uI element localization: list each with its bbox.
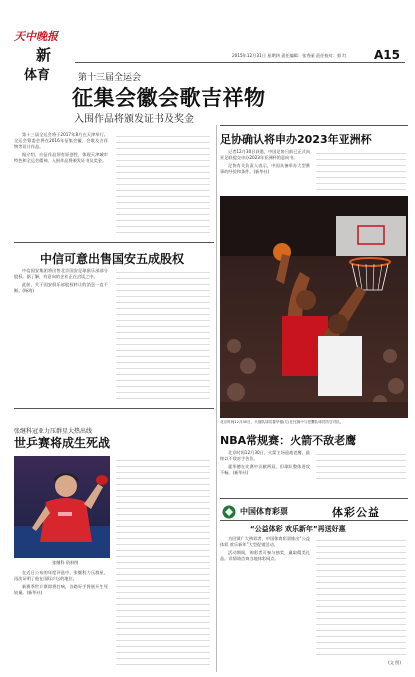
article-body	[14, 132, 108, 237]
article-paragraph: 在近日公布的年度评选中，张继科力压群星，再次证明了他在国际乒坛的地位。	[14, 570, 108, 581]
article-body	[220, 450, 310, 484]
article-body	[14, 570, 108, 666]
nba-photo	[220, 196, 408, 418]
article-body	[14, 268, 108, 403]
article-headline: 世乒赛将成生死战	[14, 436, 111, 450]
article-paragraph: 中信国安集团将出售北京国安足球俱乐部部分股权。据了解，有意向的企业正在洽谈之中。	[14, 268, 108, 279]
lottery-paragraph: 活动期间，购彩者可参与抽奖，赢取精美礼品。详情请咨询当地体彩网点。	[220, 550, 310, 561]
photo-caption: 张继科 资料图	[52, 560, 79, 565]
nba-article	[220, 196, 408, 486]
lottery-signoff: (文 图)	[388, 660, 401, 665]
article-body-col2	[316, 450, 406, 484]
date-line: 2015年12月31日 星期四 责任编辑：张秀丽 责任校对：郭 红	[232, 53, 347, 58]
lottery-headline: “公益体彩 欢乐新年”再送好惠	[250, 525, 346, 533]
player-photo	[14, 456, 110, 558]
lottery-section-title: 体彩公益	[332, 506, 380, 519]
photo-caption: 北京时间12月30日，火箭队球员霍华德(左)在比赛中与老鹰队球员防守对抗。	[220, 420, 344, 424]
column-divider	[216, 125, 217, 672]
article-paragraph: 霍华德在比赛中贡献两双，但球队整体进攻不畅。(新华社)	[220, 464, 310, 475]
article-body-col2	[116, 268, 210, 403]
article-body-col2	[116, 132, 210, 237]
article-headline: 足协确认将申办2023年亚洲杯	[220, 133, 372, 146]
article-body-col2	[316, 149, 406, 193]
section-rule	[14, 242, 214, 243]
lottery-brand: 中国体育彩票	[240, 507, 288, 516]
article-kicker: 第十三届全运会	[78, 73, 142, 83]
article-headline: NBA常规赛：火箭不敌老鹰	[220, 434, 357, 447]
article-body-col2	[116, 456, 210, 666]
lottery-paragraph: 为回馈广大购彩者，中国体育彩票推出“公益体彩 欢乐新年”大型促销活动。	[220, 536, 310, 547]
lottery-section	[220, 498, 408, 672]
pingpong-article	[14, 408, 214, 672]
masthead-rule	[75, 62, 405, 63]
newspaper-logo: 天中晚报	[14, 30, 58, 43]
section-rule	[14, 408, 214, 409]
article-paragraph: 据介绍，应征作品须有原创性，体现天津城市特色和全运会精神。入围作品将颁发证书及奖金。	[14, 152, 108, 163]
lottery-body-col2	[316, 536, 406, 658]
asian-cup-article	[220, 125, 408, 195]
section-tag-2: 体育	[24, 68, 51, 83]
player-photo-image	[14, 456, 110, 558]
article-headline: 中信可意出售国安五成股权	[40, 252, 185, 266]
section-rule	[220, 498, 408, 499]
section-rule	[220, 125, 408, 126]
article-paragraph: 第十三届全运会将于2017年8月在天津举行。全运会筹委会将在2016年征集会徽、会歌及吉祥物等设计作品。	[14, 132, 108, 149]
article-body	[220, 149, 310, 193]
section-tag-1: 新	[36, 46, 52, 64]
article-subhead: 入围作品将颁发证书及奖金	[74, 114, 194, 125]
page-number: A15	[374, 48, 400, 62]
article-paragraph: 此前，关于国安俱乐部股权转让的消息一直不断。(杨海)	[14, 282, 108, 293]
article-headline: 征集会徽会歌吉祥物	[72, 86, 266, 110]
article-kicker: 张继科冠亚力压群星大热出线	[14, 428, 93, 435]
nba-photo-image	[220, 196, 408, 418]
lottery-body	[220, 536, 310, 668]
article-paragraph: 新赛季世乒赛即将打响，各路好手将展开生死较量。(新华社)	[14, 584, 108, 595]
xinhua-article	[14, 242, 214, 407]
article-paragraph: 北京时间12月30日，火箭主场迎战老鹰，最终以不敌对手告负。	[220, 450, 310, 461]
article-paragraph: 足协有关负责人表示，中国具备举办大型赛事的经验和条件。(新华社)	[220, 163, 310, 174]
lottery-rule	[220, 520, 408, 521]
article-paragraph: 记者12月30日获悉，中国足协日前已正式向亚足联提交申办2023年亚洲杯的意向书。	[220, 149, 310, 160]
lottery-logo-icon	[222, 504, 236, 518]
